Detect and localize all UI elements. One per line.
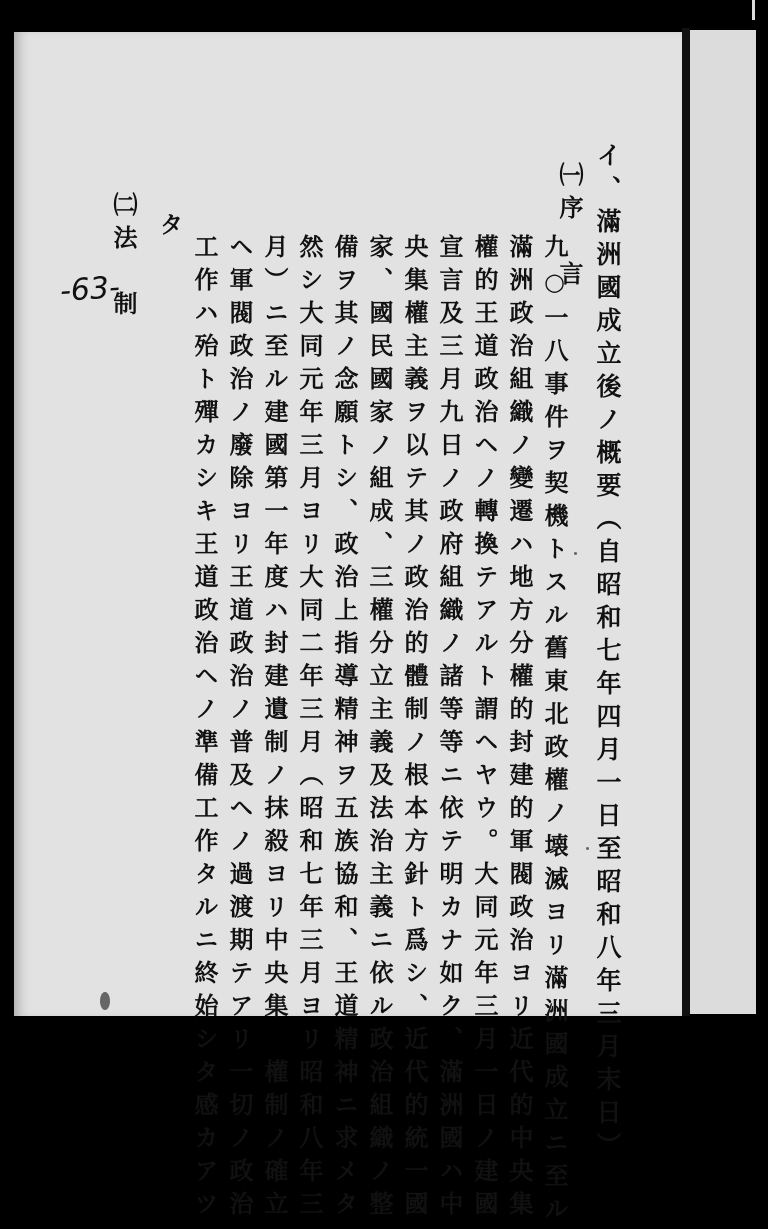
section-title-legislation: ㈡法 制 — [109, 192, 138, 324]
paragraph-line: 工作ハ殆ト殫カシキ王道政治ヘノ準備工作タルニ終始シタ感カアツ — [190, 234, 219, 1224]
paragraph-line: 宣言及三月九日ノ政府組織ノ諸等等ニ依テ明カナ如ク、滿洲國ハ中 — [435, 234, 464, 1224]
scan-speck — [100, 992, 110, 1010]
adjacent-page-edge — [690, 30, 756, 1014]
paragraph-line: 備ヲ其ノ念願トシ、政治上指導精神ヲ五族協和、王道精神ニ求メタ — [330, 234, 359, 1224]
paragraph-line: 家、國民國家ノ組成、三權分立主義及法治主義ニ依ル政治組織ノ整 — [365, 234, 394, 1224]
scan-speck — [586, 847, 589, 850]
paragraph-line: 然シ大同元年三月ヨリ大同二年三月（昭和七年三月ヨリ昭和八年三 — [295, 234, 324, 1224]
scan-edge-mark — [752, 0, 755, 20]
document-heading: イ、滿洲國成立後ノ概要（自昭和七年四月一日至昭和八年三月末日） — [593, 142, 622, 1165]
section-title-preface: ㈠序 言 — [555, 162, 584, 294]
paragraph-line: ヘ軍閥政治ノ廢除ヨリ王道政治ノ普及ヘノ過渡期テアリ一切ノ政治 — [225, 234, 254, 1224]
paragraph-line: 權的王道政治ヘノ轉換テアルト謂ヘヤウ。大同元年三月一日ノ建國 — [470, 234, 499, 1224]
paragraph-line: 央集權主義ヲ以テ其ノ政治的體制ノ根本方針ト爲シ、近代的統一國 — [400, 234, 429, 1224]
paragraph-line: タ — [155, 212, 184, 245]
page-number-handwritten: -63- — [58, 269, 121, 310]
paragraph-line: 月）ニ至ル建國第一年度ハ封建遺制ノ抹殺ヨリ中央集 權制ノ確立 — [260, 234, 289, 1224]
paragraph-line: 九○一八事件ヲ契機トスル舊東北政權ノ壊滅ヨリ滿洲國成立ニ至ル — [540, 234, 569, 1229]
document-page — [14, 32, 682, 1229]
scan-speck — [574, 552, 577, 555]
paragraph-line: 滿洲政治組織ノ變遷ハ地方分權的封建的軍閥政治ヨリ近代的中央集 — [505, 234, 534, 1224]
binding-gutter — [682, 28, 690, 1016]
